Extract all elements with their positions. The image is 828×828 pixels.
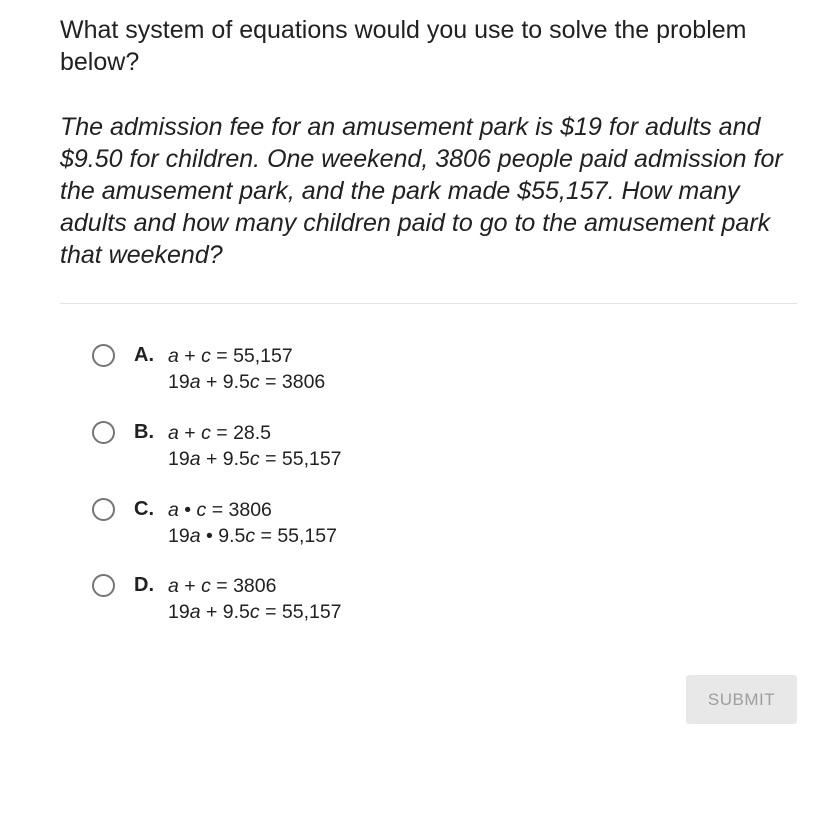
question-prompt: What system of equations would you use to solve the problem below? [60,16,747,76]
problem-text: The admission fee for an amusement park is $19 for adults and $9.50 for children. One weekend, 3806 people paid admission for the amusement park, and the park made $55,157. How many adults and how many children paid to go to the amusement park that weekend? [60,113,783,269]
choice-letter: C. [134,498,154,520]
radio-button-d[interactable] [92,574,115,597]
choice-equation-1: a • c = 3806 [168,499,272,521]
choice-equation-1: a + c = 28.5 [168,422,272,444]
choice-equation-2: 19a • 9.5c = 55,157 [168,525,337,547]
radio-button-c[interactable] [92,498,115,521]
choice-d[interactable] [92,574,492,626]
submit-button[interactable]: SUBMIT [686,675,797,724]
choice-c[interactable] [92,498,492,550]
choice-letter: B. [134,421,154,443]
choice-letter: A. [134,344,154,366]
radio-button-b[interactable] [92,421,115,444]
radio-button-a[interactable] [92,344,115,367]
choice-letter: D. [134,574,154,596]
choice-equation-2: 19a + 9.5c = 3806 [168,371,326,393]
choice-equation-2: 19a + 9.5c = 55,157 [168,448,342,470]
divider [60,303,797,304]
choice-equation-1: a + c = 55,157 [168,345,293,367]
choice-a[interactable] [92,344,492,396]
choice-equation-2: 19a + 9.5c = 55,157 [168,601,342,623]
choice-equation-1: a + c = 3806 [168,575,277,597]
choice-b[interactable] [92,421,492,473]
